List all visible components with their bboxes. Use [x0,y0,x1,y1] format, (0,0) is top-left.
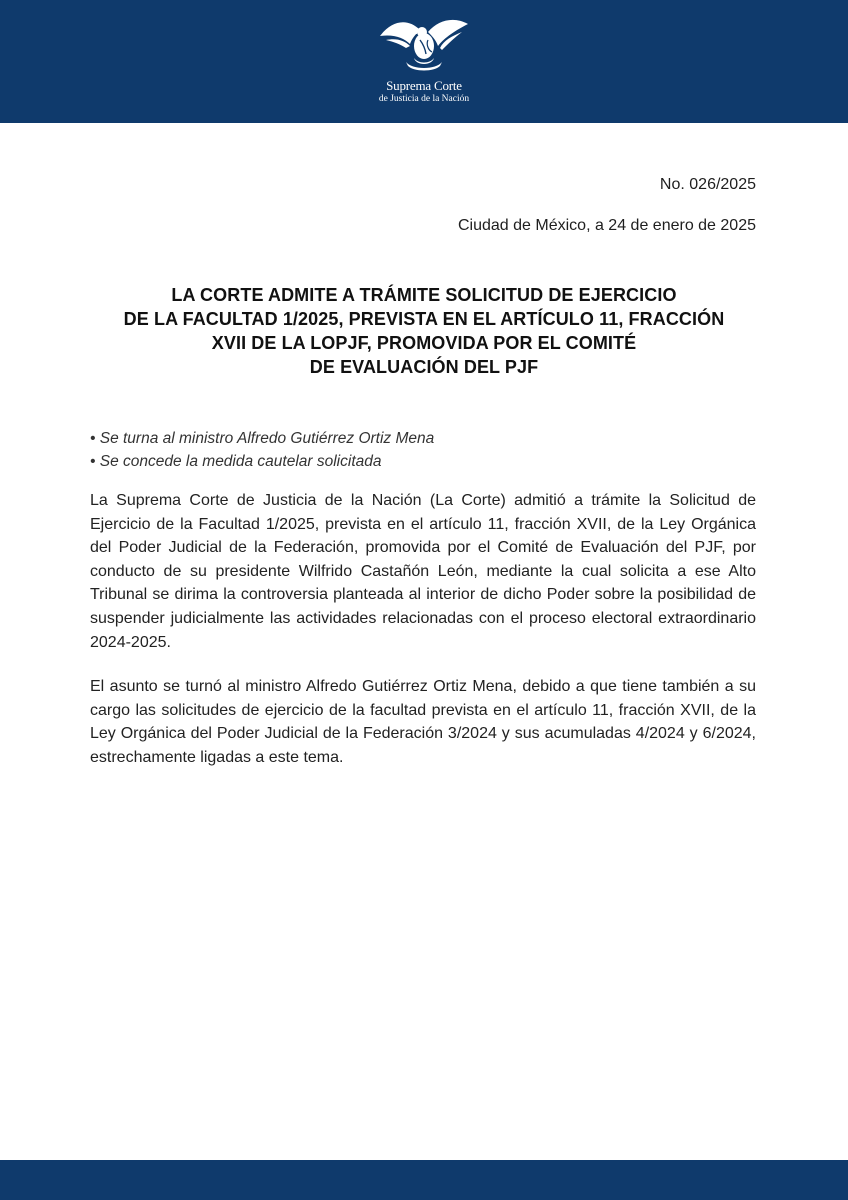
body-paragraph-1: La Suprema Corte de Justicia de la Nación (La Corte) admitió a trámite la Solicitud de Ejercicio de la Facultad 1/2025, prevista en el artículo 11, fracción XVII, de la Ley Orgánica del Poder Judicial de la Federación, promovida por el Comité de Evaluación del PJF, por conducto de su presidente Wilfrido Castañón León, mediante la cual solicita a ese Alto Tribunal se dirima la controversia planteada al interior de dicho Poder sobre la posibilidad de suspender judicialmente las actividades relacionadas con el proceso electoral extraordinario 2024-2025. [90,492,756,651]
eagle-emblem-icon [376,14,472,76]
logo-subtitle: de Justicia de la Nación [378,94,470,104]
headline-line: XVII DE LA LOPJF, PROMOVIDA POR EL COMITÉ [211,333,637,353]
scjn-logo [360,14,488,114]
document-date: Ciudad de México, a 24 de enero de 2025 [458,217,756,234]
headline-line: DE EVALUACIÓN DEL PJF [309,357,539,377]
logo-title: Suprema Corte [386,78,462,93]
document-number: No. 026/2025 [659,176,756,193]
bullet-item: • Se concede la medida cautelar solicitada [90,453,382,470]
footer-banner [0,1160,848,1200]
headline [92,283,756,379]
bullet-item: • Se turna al ministro Alfredo Gutiérrez Ortiz Mena [90,430,435,447]
header-banner [0,0,848,123]
body-paragraph-2: El asunto se turnó al ministro Alfredo Gutiérrez Ortiz Mena, debido a que tiene también a su cargo las solicitudes de ejercicio de la facultad prevista en el artículo 11, fracción XVII, de la Ley Orgánica del Poder Judicial de la Federación 3/2024 y sus acumuladas 4/2024 y 6/2024, estrechamente ligadas a este tema. [90,678,756,766]
headline-line: LA CORTE ADMITE A TRÁMITE SOLICITUD DE EJERCICIO [171,285,677,305]
summary-bullets [90,427,756,473]
headline-line: DE LA FACULTAD 1/2025, PREVISTA EN EL ARTÍCULO 11, FRACCIÓN [123,309,725,329]
